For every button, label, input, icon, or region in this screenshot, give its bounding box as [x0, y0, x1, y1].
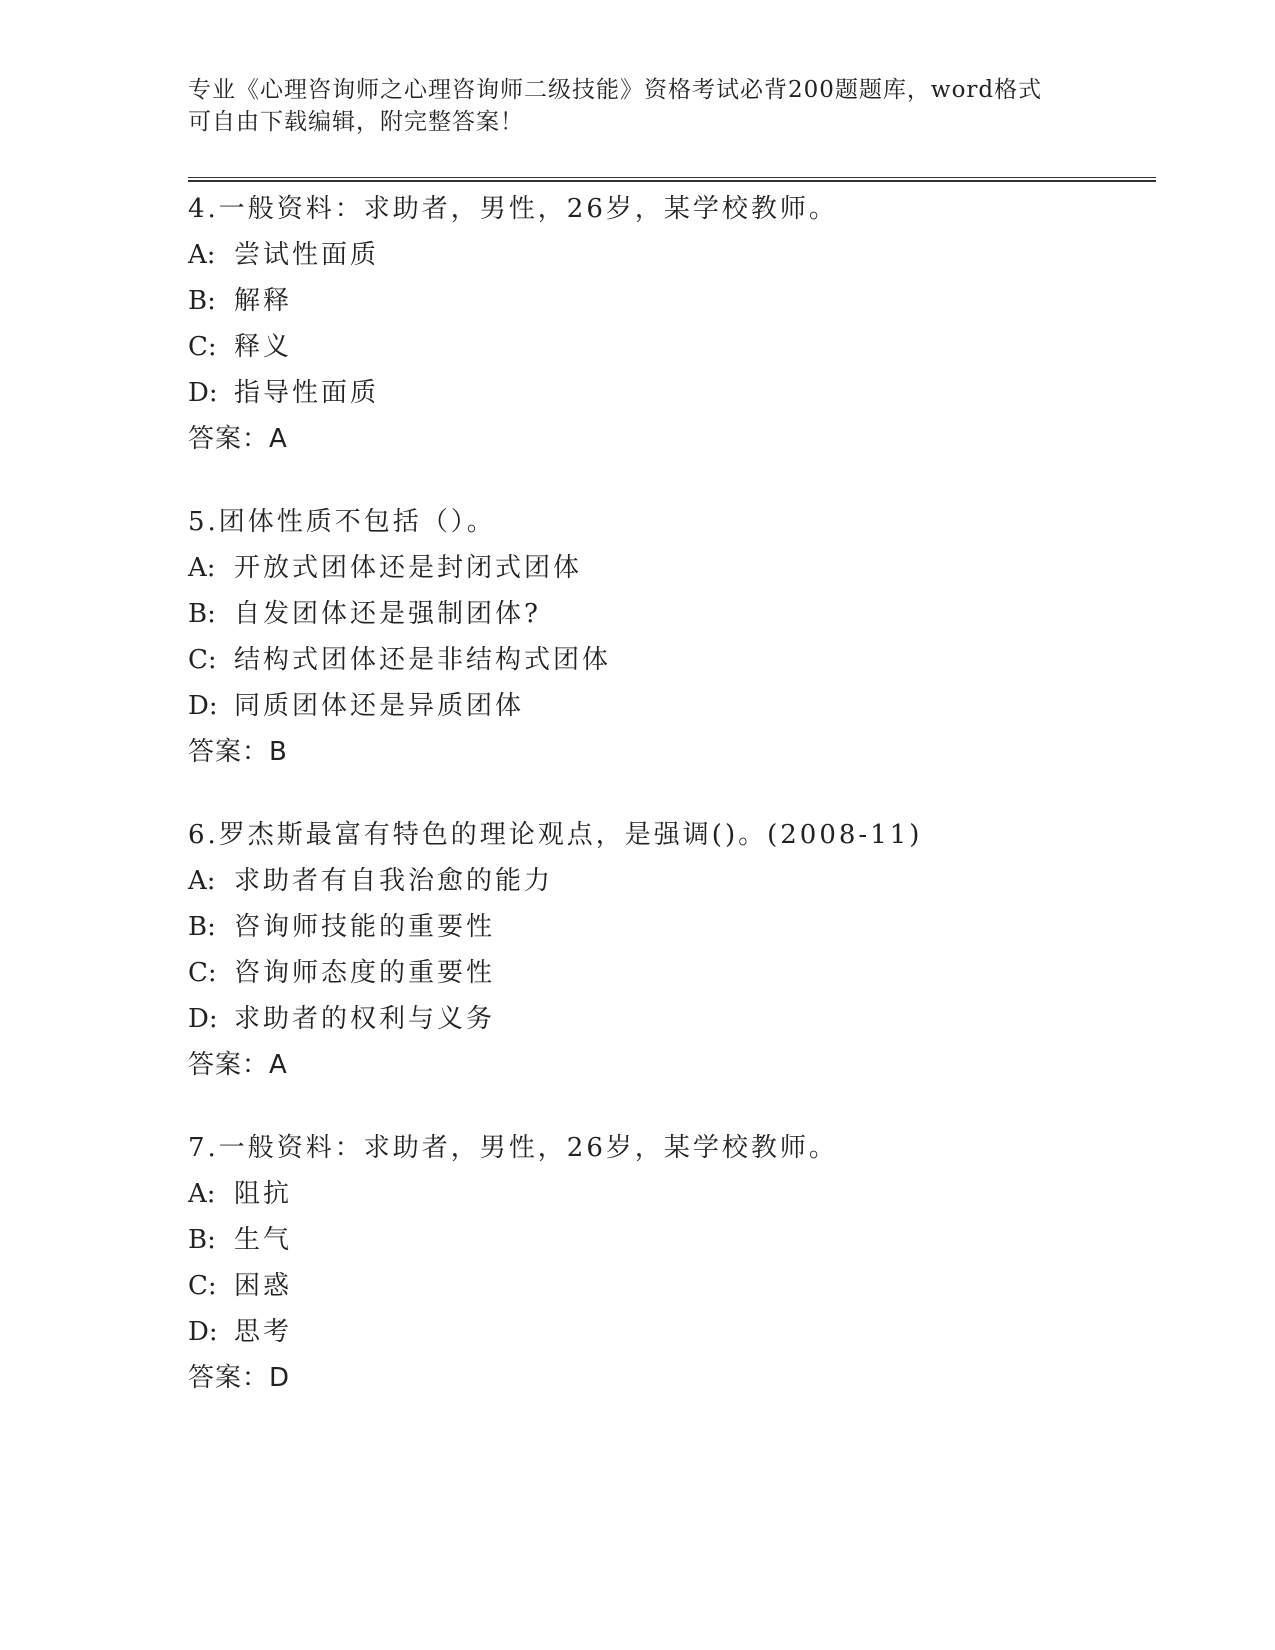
option-key: B:	[188, 286, 216, 316]
option-key: D:	[188, 1317, 218, 1347]
option-a	[188, 545, 1148, 591]
option-text: 求助者有自我治愈的能力	[234, 866, 554, 896]
option-d	[188, 1309, 1148, 1355]
option-text: 释义	[234, 332, 293, 362]
option-key: B:	[188, 912, 216, 942]
option-c	[188, 1263, 1148, 1309]
option-text: 咨询师技能的重要性	[234, 912, 496, 942]
header-line-2: 可自由下载编辑，附完整答案！	[188, 109, 524, 135]
option-c	[188, 637, 1148, 683]
option-b	[188, 1217, 1148, 1263]
option-key: B:	[188, 599, 216, 629]
question-title: 5.团体性质不包括（）。	[188, 507, 496, 537]
option-key: C:	[188, 958, 217, 988]
question-title: 7.一般资料：求助者，男性，26岁，某学校教师。	[188, 1133, 838, 1163]
option-text: 咨询师态度的重要性	[234, 958, 496, 988]
question-5	[188, 499, 1148, 775]
option-b	[188, 591, 1148, 637]
option-key: D:	[188, 378, 218, 408]
document-header	[188, 74, 1088, 138]
option-b	[188, 904, 1148, 950]
option-text: 思考	[234, 1317, 293, 1347]
option-d	[188, 370, 1148, 416]
answer-line: 答案：B	[188, 737, 288, 767]
question-title: 4.一般资料：求助者，男性，26岁，某学校教师。	[188, 194, 838, 224]
answer-line: 答案：A	[188, 424, 288, 454]
option-key: D:	[188, 1004, 218, 1034]
question-list	[188, 186, 1148, 1438]
option-key: C:	[188, 1271, 217, 1301]
option-key: A:	[188, 866, 216, 896]
option-key: A:	[188, 240, 216, 270]
option-text: 阻抗	[234, 1179, 293, 1209]
option-text: 尝试性面质	[234, 240, 380, 270]
header-divider	[188, 177, 1156, 182]
option-key: D:	[188, 691, 218, 721]
answer-line: 答案：A	[188, 1050, 288, 1080]
option-c	[188, 950, 1148, 996]
option-text: 生气	[234, 1225, 293, 1255]
option-a	[188, 858, 1148, 904]
option-d	[188, 996, 1148, 1042]
option-text: 求助者的权利与义务	[234, 1004, 496, 1034]
option-text: 同质团体还是异质团体	[234, 691, 525, 721]
option-text: 开放式团体还是封闭式团体	[234, 553, 583, 583]
option-text: 解释	[234, 286, 293, 316]
answer-line: 答案：D	[188, 1363, 291, 1393]
option-d	[188, 683, 1148, 729]
option-key: B:	[188, 1225, 216, 1255]
option-c	[188, 324, 1148, 370]
option-key: A:	[188, 1179, 216, 1209]
question-4	[188, 186, 1148, 462]
header-line-1: 专业《心理咨询师之心理咨询师二级技能》资格考试必背200题题库，word格式	[188, 77, 1043, 103]
option-text: 困惑	[234, 1271, 293, 1301]
option-key: C:	[188, 645, 217, 675]
option-text: 结构式团体还是非结构式团体	[234, 645, 612, 675]
question-title: 6.罗杰斯最富有特色的理论观点，是强调()。(2008-11)	[188, 820, 923, 850]
option-text: 指导性面质	[234, 378, 380, 408]
option-text: 自发团体还是强制团体?	[234, 599, 541, 629]
question-6	[188, 812, 1148, 1088]
option-b	[188, 278, 1148, 324]
option-a	[188, 232, 1148, 278]
option-key: A:	[188, 553, 216, 583]
option-key: C:	[188, 332, 217, 362]
option-a	[188, 1171, 1148, 1217]
question-7	[188, 1125, 1148, 1401]
